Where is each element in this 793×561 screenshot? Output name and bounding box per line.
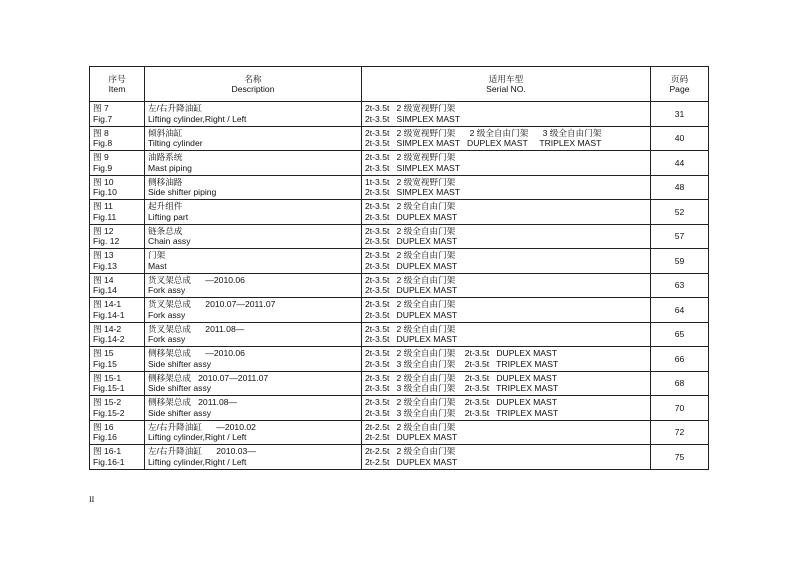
description-cn: 门架 — [148, 250, 166, 261]
item-cn: 图 11 — [93, 201, 113, 212]
description-en: Fork assy — [148, 309, 186, 320]
item-cn: 图 7 — [93, 103, 109, 114]
serial-line: 2t-3.5t 2 级全自由门架 — [365, 323, 456, 334]
header-page-cn: 页码 — [670, 73, 689, 84]
serial-line: 2t-3.5t 2 级全自由门架 — [365, 201, 456, 212]
table-row — [90, 445, 709, 470]
item-cell — [90, 175, 145, 200]
item-cell — [90, 347, 145, 372]
serial-line: 2t-3.5t 2 级宽视野门架 — [365, 152, 456, 163]
page-number: 31 — [651, 102, 709, 127]
serial-line: 2t-3.5t DUPLEX MAST — [365, 260, 458, 271]
description-cell — [145, 445, 362, 470]
item-cell — [90, 102, 145, 127]
page-number: 59 — [651, 249, 709, 274]
description-cell — [145, 347, 362, 372]
serial-line: 2t-2.5t DUPLEX MAST — [365, 456, 458, 467]
description-en: Side shifter assy — [148, 383, 212, 394]
item-en: Fig.10 — [93, 187, 117, 198]
table-row — [90, 322, 709, 347]
description-cell — [145, 420, 362, 445]
item-en: Fig.7 — [93, 113, 113, 124]
serial-cell — [362, 298, 651, 323]
description-en: Side shifter piping — [148, 187, 217, 198]
description-cn: 倾斜油缸 — [148, 127, 183, 138]
serial-line: 2t-3.5t 2 级全自由门架 — [365, 225, 456, 236]
serial-line: 2t-3.5t SIMPLEX MAST — [365, 113, 461, 124]
description-en: Side shifter assy — [148, 407, 212, 418]
page-number: 70 — [651, 396, 709, 421]
serial-cell — [362, 126, 651, 151]
header-serial — [362, 67, 651, 102]
item-cn: 图 12 — [93, 225, 114, 236]
description-en: Lifting cylinder,Right / Left — [148, 432, 247, 443]
page-number: 40 — [651, 126, 709, 151]
serial-line: 2t-3.5t SIMPLEX MAST — [365, 187, 461, 198]
description-cell — [145, 151, 362, 176]
table-row — [90, 347, 709, 372]
description-cn: 货叉架总成 2010.07—2011.07 — [148, 299, 276, 310]
description-cell — [145, 273, 362, 298]
serial-cell — [362, 273, 651, 298]
description-cn: 货叉架总成 2011.08— — [148, 323, 245, 334]
table-row — [90, 102, 709, 127]
serial-cell — [362, 249, 651, 274]
header-item — [90, 67, 145, 102]
page-number: 65 — [651, 322, 709, 347]
description-cell — [145, 249, 362, 274]
description-cell — [145, 175, 362, 200]
table-row — [90, 200, 709, 225]
description-cn: 油路系统 — [148, 152, 183, 163]
serial-line: 2t-3.5t 2 级宽视野门架 2 级全自由门架 3 级全自由门架 — [365, 127, 602, 138]
table-row — [90, 126, 709, 151]
serial-line: 2t-3.5t SIMPLEX MAST DUPLEX MAST TRIPLEX MAST — [365, 138, 602, 149]
item-en: Fig.15-1 — [93, 383, 125, 394]
serial-line: 2t-3.5t 2 级全自由门架 — [365, 274, 456, 285]
item-cell — [90, 371, 145, 396]
item-cell — [90, 396, 145, 421]
item-cn: 图 15-1 — [93, 372, 122, 383]
item-cell — [90, 298, 145, 323]
serial-line: 2t-3.5t DUPLEX MAST — [365, 211, 458, 222]
item-en: Fig.8 — [93, 138, 113, 149]
item-en: Fig.11 — [93, 211, 117, 222]
page-number: 57 — [651, 224, 709, 249]
description-cell — [145, 200, 362, 225]
table-row — [90, 298, 709, 323]
table-row — [90, 151, 709, 176]
serial-line: 2t-3.5t DUPLEX MAST — [365, 236, 458, 247]
table-row — [90, 224, 709, 249]
serial-cell — [362, 102, 651, 127]
serial-cell — [362, 151, 651, 176]
serial-cell — [362, 420, 651, 445]
description-cell — [145, 298, 362, 323]
item-en: Fig.15 — [93, 358, 117, 369]
serial-cell — [362, 396, 651, 421]
table-row — [90, 371, 709, 396]
item-cn: 图 13 — [93, 250, 114, 261]
description-en: Chain assy — [148, 236, 191, 247]
item-cn: 图 9 — [93, 152, 109, 163]
description-en: Lifting cylinder,Right / Left — [148, 456, 247, 467]
header-item-cn: 序号 — [108, 73, 126, 84]
item-cn: 图 14-2 — [93, 323, 122, 334]
header-page-en: Page — [669, 84, 690, 94]
item-cn: 图 15-2 — [93, 397, 122, 408]
item-cn: 图 14-1 — [93, 299, 122, 310]
item-cn: 图 10 — [93, 176, 114, 187]
description-en: Fork assy — [148, 285, 186, 296]
serial-line: 2t-3.5t DUPLEX MAST — [365, 309, 458, 320]
header-row — [90, 67, 709, 102]
serial-line: 2t-3.5t 2 级全自由门架 — [365, 250, 456, 261]
description-cell — [145, 322, 362, 347]
description-cn: 货叉架总成 —2010.06 — [148, 274, 245, 285]
description-cn: 侧移油路 — [148, 176, 183, 187]
page-number: 63 — [651, 273, 709, 298]
description-cell — [145, 371, 362, 396]
page-footer-mark: II — [89, 495, 95, 504]
item-cell — [90, 224, 145, 249]
serial-cell — [362, 322, 651, 347]
serial-line: 2t-3.5t 2 级全自由门架 2t-3.5t DUPLEX MAST — [365, 348, 557, 359]
table-row — [90, 249, 709, 274]
serial-line: 2t-2.5t 2 级全自由门架 — [365, 446, 456, 457]
item-en: Fig.14-2 — [93, 334, 125, 345]
description-cell — [145, 396, 362, 421]
header-description-cn: 名称 — [244, 73, 262, 84]
item-cell — [90, 322, 145, 347]
serial-line: 2t-3.5t DUPLEX MAST — [365, 285, 458, 296]
header-description — [145, 67, 362, 102]
serial-line: 2t-3.5t DUPLEX MAST — [365, 334, 458, 345]
serial-line: 2t-3.5t 3 级全自由门架 2t-3.5t TRIPLEX MAST — [365, 358, 559, 369]
description-en: Lifting part — [148, 211, 189, 222]
page-number: 66 — [651, 347, 709, 372]
serial-line: 2t-3.5t 2 级全自由门架 — [365, 299, 456, 310]
description-cell — [145, 102, 362, 127]
item-en: Fig. 12 — [93, 236, 120, 247]
description-en: Mast — [148, 260, 167, 271]
serial-cell — [362, 371, 651, 396]
serial-line: 2t-3.5t SIMPLEX MAST — [365, 162, 461, 173]
page-number: 64 — [651, 298, 709, 323]
header-item-en: Item — [108, 84, 126, 94]
item-en: Fig.14 — [93, 285, 117, 296]
table-row — [90, 273, 709, 298]
description-cn: 侧移架总成 2010.07—2011.07 — [148, 372, 269, 383]
description-cell — [145, 224, 362, 249]
page-number: 75 — [651, 445, 709, 470]
description-en: Side shifter assy — [148, 358, 212, 369]
description-cn: 侧移架总成 —2010.06 — [148, 348, 245, 359]
table-row — [90, 396, 709, 421]
table-row — [90, 420, 709, 445]
serial-line: 1t-3.5t 2 级宽视野门架 — [365, 176, 456, 187]
description-cell — [145, 126, 362, 151]
description-en: Lifting cylinder,Right / Left — [148, 113, 247, 124]
item-cn: 图 8 — [93, 127, 109, 138]
header-serial-cn: 适用车型 — [488, 73, 524, 84]
item-cell — [90, 273, 145, 298]
description-cn: 左/右升降油缸 — [148, 103, 202, 114]
item-en: Fig.16-1 — [93, 456, 125, 467]
table-body — [90, 102, 709, 470]
serial-line: 2t-3.5t 2 级全自由门架 2t-3.5t DUPLEX MAST — [365, 372, 557, 383]
item-en: Fig.13 — [93, 260, 117, 271]
serial-cell — [362, 200, 651, 225]
item-cell — [90, 200, 145, 225]
serial-line: 2t-2.5t 2 级全自由门架 — [365, 421, 456, 432]
item-cell — [90, 126, 145, 151]
description-en: Tilting cylinder — [148, 138, 203, 149]
description-cn: 起升组件 — [148, 201, 183, 212]
item-cn: 图 16-1 — [93, 446, 122, 457]
serial-line: 2t-3.5t 2 级全自由门架 2t-3.5t DUPLEX MAST — [365, 397, 557, 408]
item-en: Fig.15-2 — [93, 407, 125, 418]
page-number: 68 — [651, 371, 709, 396]
serial-cell — [362, 445, 651, 470]
serial-cell — [362, 347, 651, 372]
item-cell — [90, 249, 145, 274]
page-number: 72 — [651, 420, 709, 445]
page-number: 48 — [651, 175, 709, 200]
item-cell — [90, 420, 145, 445]
parts-index-table — [89, 66, 709, 470]
page-number: 52 — [651, 200, 709, 225]
serial-line: 2t-2.5t DUPLEX MAST — [365, 432, 458, 443]
description-cn: 侧移架总成 2011.08— — [148, 397, 238, 408]
description-en: Fork assy — [148, 334, 186, 345]
item-en: Fig.16 — [93, 432, 117, 443]
serial-line: 2t-3.5t 2 级宽视野门架 — [365, 103, 456, 114]
description-cn: 链条总成 — [148, 225, 183, 236]
item-cn: 图 14 — [93, 274, 114, 285]
serial-cell — [362, 175, 651, 200]
item-cell — [90, 445, 145, 470]
item-en: Fig.9 — [93, 162, 113, 173]
page-number: 44 — [651, 151, 709, 176]
header-serial-en: Serial NO. — [486, 84, 526, 94]
header-page — [651, 67, 709, 102]
item-cn: 图 15 — [93, 348, 114, 359]
header-description-en: Description — [231, 84, 275, 94]
description-en: Mast piping — [148, 162, 192, 173]
item-cn: 图 16 — [93, 421, 114, 432]
item-cell — [90, 151, 145, 176]
serial-line: 2t-3.5t 3 级全自由门架 2t-3.5t TRIPLEX MAST — [365, 407, 559, 418]
description-cn: 左/右升降油缸 2010.03— — [148, 446, 256, 457]
serial-cell — [362, 224, 651, 249]
description-cn: 左/右升降油缸 —2010.02 — [148, 421, 256, 432]
item-en: Fig.14-1 — [93, 309, 125, 320]
serial-line: 2t-3.5t 3 级全自由门架 2t-3.5t TRIPLEX MAST — [365, 383, 559, 394]
table-row — [90, 175, 709, 200]
